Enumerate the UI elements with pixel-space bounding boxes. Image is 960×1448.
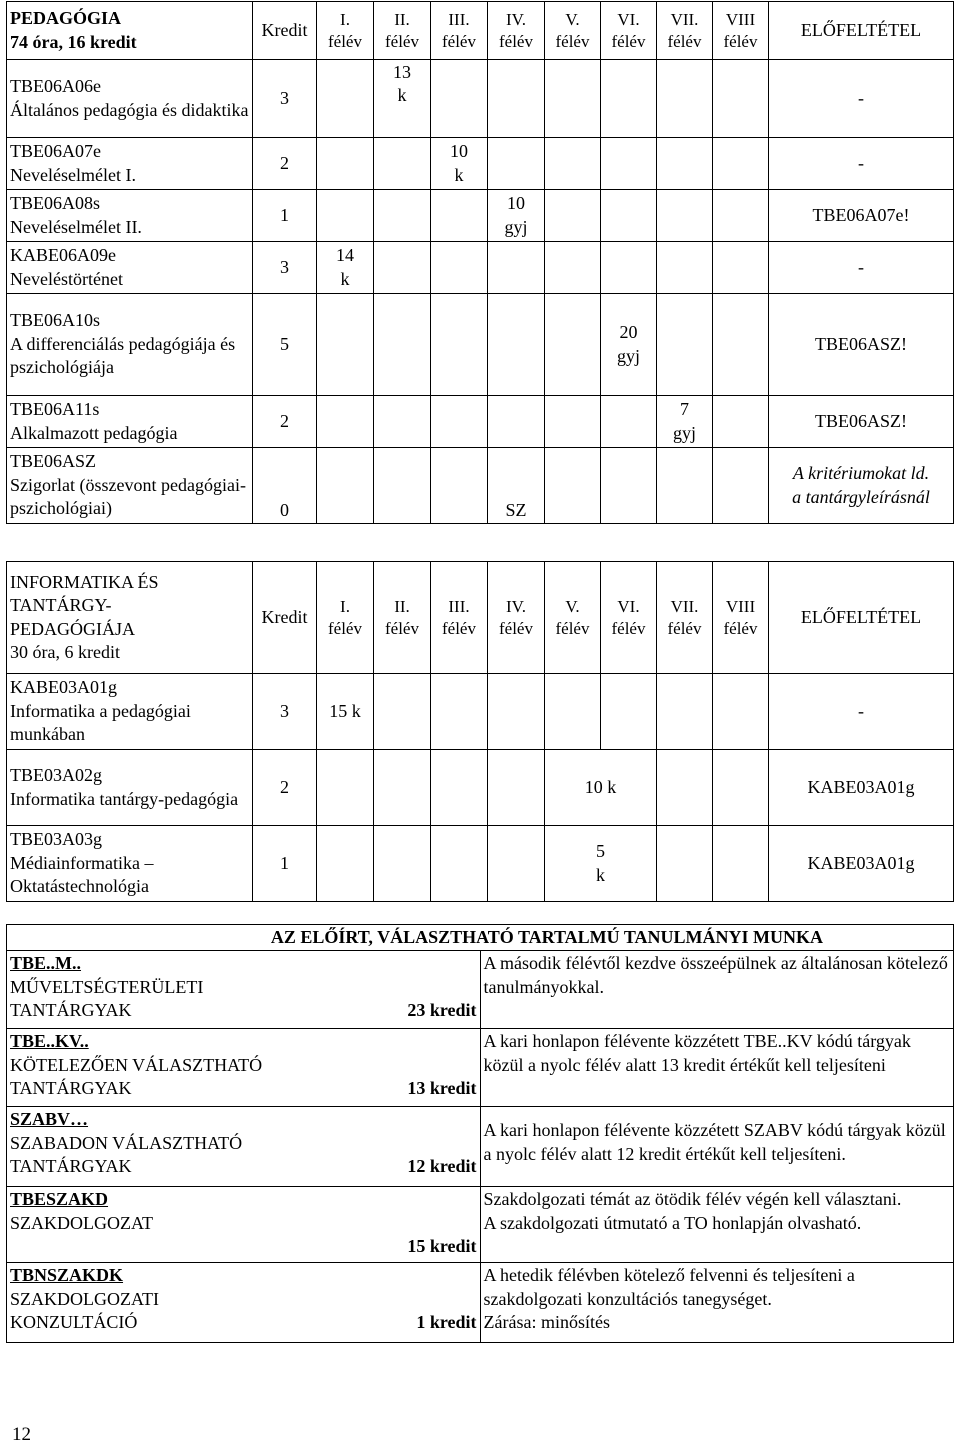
kredit-header: Kredit	[253, 2, 317, 60]
table-cell	[317, 60, 374, 138]
table-cell	[488, 138, 545, 190]
table-cell	[374, 60, 431, 138]
cell-text: V.	[565, 10, 580, 30]
pedagogia-header	[7, 2, 253, 60]
table-cell: KABE03A01g	[769, 826, 954, 902]
sem-header-2	[374, 2, 431, 60]
table-cell	[488, 242, 545, 294]
cell-text: 13 kredit	[407, 1078, 477, 1099]
cell-text: félév	[328, 31, 362, 51]
cell-text: 23 kredit	[407, 1000, 477, 1021]
cell-text: PEDAGÓGIÁJA	[10, 618, 135, 639]
elective-heading: AZ ELŐÍRT, VÁLASZTHATÓ TARTALMÚ TANULMÁNYI MUNKA	[7, 925, 954, 951]
table-cell	[7, 396, 253, 448]
course-prereq: -	[769, 60, 954, 138]
cell-text: KONZULTÁCIÓ	[10, 1312, 138, 1333]
cell-text: Szakdolgozati témát az ötödik félév végén kell választani.	[483, 1189, 902, 1210]
table-cell: 10 k	[545, 750, 657, 826]
table-cell	[431, 826, 488, 902]
cell-text: KABE03A01g	[10, 677, 117, 698]
table-cell	[488, 562, 545, 674]
table-cell	[545, 396, 601, 448]
cell-text: TBNSZAKDK	[10, 1265, 124, 1286]
table-cell	[7, 448, 253, 524]
cell-text: I.	[340, 10, 350, 30]
page-number: 12	[12, 1424, 31, 1445]
table-cell	[488, 826, 545, 902]
table-row	[7, 242, 954, 294]
course-name: Általános pedagógia és didaktika	[10, 99, 249, 120]
table-cell	[657, 826, 713, 902]
cell-text: TBE..M..	[10, 953, 82, 974]
table-row	[7, 1187, 954, 1263]
pedagogia-table	[6, 1, 954, 524]
cell-text	[10, 1077, 477, 1100]
table-cell	[7, 826, 253, 902]
table-cell	[317, 750, 374, 826]
cell-text: TBE03A03g	[10, 829, 102, 850]
table-cell	[7, 1029, 481, 1107]
cell-text: 20	[619, 322, 638, 343]
table-cell	[657, 190, 713, 242]
cell-text: gyj	[616, 345, 640, 366]
elective-table	[6, 924, 954, 1343]
table-cell	[488, 60, 545, 138]
table-cell	[657, 396, 713, 448]
table-cell	[374, 190, 431, 242]
table-cell: TBE06ASZ!	[769, 396, 954, 448]
table-cell: SZ	[488, 448, 545, 524]
cell-text: Neveléselmélet I.	[10, 164, 136, 185]
table-cell	[545, 448, 601, 524]
cell-text: 14	[336, 245, 354, 266]
table-cell	[713, 396, 769, 448]
table-row	[7, 138, 954, 190]
table-cell	[488, 396, 545, 448]
prereq-header: ELŐFELTÉTEL	[769, 2, 954, 60]
table-cell	[431, 138, 488, 190]
table-cell: -	[769, 242, 954, 294]
table-cell	[7, 1107, 481, 1187]
informatika-title: INFORMATIKA ÉS	[10, 571, 159, 592]
cell-text: III.	[448, 10, 470, 30]
cell-text: a tantárgyleírásnál	[792, 486, 930, 507]
table-cell	[317, 294, 374, 396]
table-row	[7, 826, 954, 902]
table-cell	[713, 448, 769, 524]
cell-text: k	[397, 85, 407, 106]
cell-text: II.	[394, 10, 410, 30]
cell-text: Alkalmazott pedagógia	[10, 422, 178, 443]
table-cell	[317, 396, 374, 448]
table-cell	[601, 448, 657, 524]
table-cell	[601, 294, 657, 396]
cell-text: k	[454, 164, 464, 185]
sem-header-7	[657, 2, 713, 60]
cell-text	[10, 1155, 477, 1178]
cell-text: félév	[723, 618, 758, 638]
table-cell: 5	[253, 294, 317, 396]
table-cell	[7, 138, 253, 190]
table-row	[7, 674, 954, 750]
table-cell: A második félévtől kezdve összeépülnek az általánosan kötelező tanulmányokkal.	[480, 951, 954, 1029]
sem-header-5	[545, 2, 601, 60]
cell-text: 10	[450, 141, 468, 162]
cell-text: félév	[499, 618, 533, 638]
table-cell	[545, 242, 601, 294]
table-cell	[374, 242, 431, 294]
cell-text: Szigorlat (összevont pedagógiai-pszichológiai)	[10, 474, 246, 519]
table-cell	[713, 190, 769, 242]
table-cell	[374, 674, 431, 750]
cell-text: Neveléstörténet	[10, 268, 123, 289]
cell-text: TBE..KV..	[10, 1031, 89, 1052]
cell-text: SZABADON VÁLASZTHATÓ	[10, 1132, 243, 1153]
table-cell: 2	[253, 750, 317, 826]
table-cell	[431, 396, 488, 448]
cell-text: TBESZAKD	[10, 1189, 109, 1210]
cell-text: félév	[611, 618, 646, 638]
table-cell	[601, 396, 657, 448]
table-cell	[601, 190, 657, 242]
table-cell	[317, 562, 374, 674]
table-cell	[317, 826, 374, 902]
cell-text: félév	[667, 31, 702, 51]
cell-text: VIII	[725, 597, 756, 617]
table-cell: 0	[253, 448, 317, 524]
pedagogia-subtitle: 74 óra, 16 kredit	[10, 31, 137, 52]
cell-text: félév	[328, 618, 362, 638]
cell-text: I.	[340, 597, 350, 617]
table-cell	[374, 448, 431, 524]
table-cell	[657, 242, 713, 294]
table-cell	[601, 562, 657, 674]
table-cell	[657, 750, 713, 826]
table-cell	[713, 294, 769, 396]
cell-text: II.	[394, 597, 410, 617]
table-cell	[545, 60, 601, 138]
cell-text: k	[596, 864, 605, 885]
table-cell: 15 k	[317, 674, 374, 750]
table-cell	[374, 294, 431, 396]
table-cell	[431, 242, 488, 294]
table-cell: -	[769, 138, 954, 190]
table-cell	[374, 562, 431, 674]
table-cell	[317, 138, 374, 190]
table-cell	[431, 448, 488, 524]
cell-text: félév	[499, 31, 533, 51]
sem-header-1	[317, 2, 374, 60]
table-cell	[7, 60, 253, 138]
table-cell	[374, 138, 431, 190]
table-cell	[488, 190, 545, 242]
table-cell	[7, 674, 253, 750]
cell-text: TBE06ASZ	[10, 451, 97, 472]
cell-text: SZAKDOLGOZATI	[10, 1288, 159, 1309]
cell-text: V.	[565, 597, 580, 617]
informatika-table	[6, 561, 954, 902]
cell-text: félév	[442, 618, 476, 638]
cell-text: félév	[442, 31, 476, 51]
table-row	[7, 448, 954, 524]
table-cell: 2	[253, 396, 317, 448]
table-cell	[7, 190, 253, 242]
table-cell	[657, 60, 713, 138]
table-cell	[545, 826, 657, 902]
cell-text: SZAKDOLGOZAT	[10, 1212, 153, 1233]
table-cell	[431, 60, 488, 138]
cell-text: félév	[385, 618, 419, 638]
cell-text: Médiainformatika – Oktatástechnológia	[10, 852, 154, 897]
table-cell	[545, 138, 601, 190]
table-cell: -	[769, 674, 954, 750]
table-row	[7, 1107, 954, 1187]
table-cell: 1	[253, 826, 317, 902]
table-cell	[657, 294, 713, 396]
cell-text: VII.	[670, 597, 699, 617]
table-cell	[317, 190, 374, 242]
table-cell	[713, 242, 769, 294]
cell-text: VIII	[725, 10, 756, 30]
table-cell: TBE06A07e!	[769, 190, 954, 242]
cell-text: félév	[385, 31, 419, 51]
cell-text: TANTÁRGYAK	[10, 1000, 132, 1021]
table-cell	[601, 138, 657, 190]
course-kredit: 3	[253, 60, 317, 138]
table-cell	[657, 138, 713, 190]
cell-text: Zárása: minősítés	[483, 1312, 610, 1333]
table-cell	[545, 190, 601, 242]
table-cell	[374, 750, 431, 826]
informatika-header	[7, 562, 253, 674]
cell-text: VI.	[617, 597, 640, 617]
table-cell: KABE03A01g	[769, 750, 954, 826]
table-cell	[374, 396, 431, 448]
sem-header-6	[601, 2, 657, 60]
table-cell	[480, 1263, 954, 1343]
cell-text: TANTÁRGY-	[10, 595, 112, 616]
table-cell	[431, 562, 488, 674]
table-cell	[601, 674, 657, 750]
table-cell: 2	[253, 138, 317, 190]
table-cell	[713, 674, 769, 750]
cell-text: TBE03A02g	[10, 765, 102, 786]
table-cell	[317, 242, 374, 294]
table-cell	[7, 1187, 481, 1263]
table-cell	[713, 750, 769, 826]
table-cell	[374, 826, 431, 902]
table-cell	[657, 448, 713, 524]
cell-text: IV.	[506, 10, 526, 30]
table-cell	[7, 294, 253, 396]
table-cell	[601, 60, 657, 138]
cell-text: gyj	[504, 216, 528, 237]
table-row	[7, 1029, 954, 1107]
table-cell	[713, 60, 769, 138]
cell-text: 7	[680, 399, 689, 420]
cell-text: 10	[507, 193, 525, 214]
sem-header-3	[431, 2, 488, 60]
cell-text: A hetedik félévben kötelező felvenni és teljesíteni a szakdolgozati konzultációs tanegységet.	[483, 1265, 855, 1309]
table-cell	[431, 190, 488, 242]
cell-text: k	[340, 268, 350, 289]
table-row	[7, 1263, 954, 1343]
cell-text: 5	[596, 841, 605, 862]
table-cell	[480, 1187, 954, 1263]
table-row	[7, 190, 954, 242]
cell-text: TANTÁRGYAK	[10, 1078, 132, 1099]
cell-text: A kritériumokat ld.	[792, 463, 930, 484]
table-cell	[7, 951, 481, 1029]
cell-text	[10, 999, 477, 1022]
cell-text: félév	[555, 31, 590, 51]
table-cell	[601, 242, 657, 294]
cell-text: TBE06A11s	[10, 399, 100, 420]
table-cell	[545, 562, 601, 674]
cell-text: Informatika a pedagógiai munkában	[10, 700, 191, 745]
table-cell: 3	[253, 242, 317, 294]
cell-text: TBE06A10s	[10, 310, 100, 331]
table-cell	[431, 674, 488, 750]
table-row	[7, 396, 954, 448]
cell-text: Informatika tantárgy-pedagógia	[10, 788, 239, 809]
cell-text: félév	[611, 31, 646, 51]
table-cell	[713, 562, 769, 674]
table-cell: TBE06ASZ!	[769, 294, 954, 396]
table-cell	[769, 448, 954, 524]
kredit-header: Kredit	[253, 562, 317, 674]
cell-text: MŰVELTSÉGTERÜLETI	[10, 976, 204, 997]
cell-text: félév	[667, 618, 702, 638]
table-cell	[431, 750, 488, 826]
table-cell	[488, 674, 545, 750]
table-cell	[657, 562, 713, 674]
cell-text: félév	[555, 618, 590, 638]
table-cell	[657, 674, 713, 750]
cell-text: TANTÁRGYAK	[10, 1156, 132, 1177]
cell-text: 1 kredit	[416, 1312, 477, 1333]
table-cell	[7, 750, 253, 826]
cell-text: SZABV…	[10, 1109, 89, 1130]
table-cell	[317, 448, 374, 524]
table-cell	[7, 242, 253, 294]
table-cell: 3	[253, 674, 317, 750]
table-row	[7, 60, 954, 138]
sem-header-4	[488, 2, 545, 60]
cell-text: KÖTELEZŐEN VÁLASZTHATÓ	[10, 1054, 263, 1075]
cell-text: Neveléselmélet II.	[10, 216, 142, 237]
informatika-subtitle: 30 óra, 6 kredit	[10, 641, 120, 662]
table-row	[7, 951, 954, 1029]
cell-text: VII.	[670, 10, 699, 30]
table-cell: A kari honlapon félévente közzétett SZABV kódú tárgyak közül a nyolc félév alatt 12 kredit értékűt kell teljesíteni.	[480, 1107, 954, 1187]
cell-text: 12 kredit	[407, 1156, 477, 1177]
table-cell	[488, 294, 545, 396]
course-code: TBE06A06e	[10, 76, 101, 97]
table-cell	[713, 138, 769, 190]
cell-text: félév	[723, 31, 758, 51]
table-row	[7, 294, 954, 396]
cell-text: TBE06A07e	[10, 141, 101, 162]
prereq-header: ELŐFELTÉTEL	[769, 562, 954, 674]
table-cell	[713, 826, 769, 902]
sem-header-8	[713, 2, 769, 60]
pedagogia-title: PEDAGÓGIA	[10, 8, 122, 29]
cell-text	[10, 1311, 477, 1334]
table-cell	[488, 750, 545, 826]
table-cell	[7, 1263, 481, 1343]
cell-text: IV.	[506, 597, 526, 617]
table-cell: A kari honlapon félévente közzétett TBE..KV kódú tárgyak közül a nyolc félév alatt 13 kredit értékűt kell teljesíteni	[480, 1029, 954, 1107]
cell-text: VI.	[617, 10, 640, 30]
cell-text: A differenciálás pedagógiája és pszichológiája	[10, 333, 236, 378]
cell-text: KABE06A09e	[10, 245, 116, 266]
table-cell	[545, 674, 601, 750]
table-cell	[545, 294, 601, 396]
table-cell: 1	[253, 190, 317, 242]
cell-text: gyj	[672, 422, 696, 443]
cell-text: TBE06A08s	[10, 193, 100, 214]
table-row	[7, 750, 954, 826]
cell-text: 13	[393, 62, 411, 82]
cell-text: III.	[448, 597, 470, 617]
cell-text: 15 kredit	[407, 1236, 477, 1257]
table-cell	[431, 294, 488, 396]
cell-text: A szakdolgozati útmutató a TO honlapján olvasható.	[483, 1212, 862, 1233]
